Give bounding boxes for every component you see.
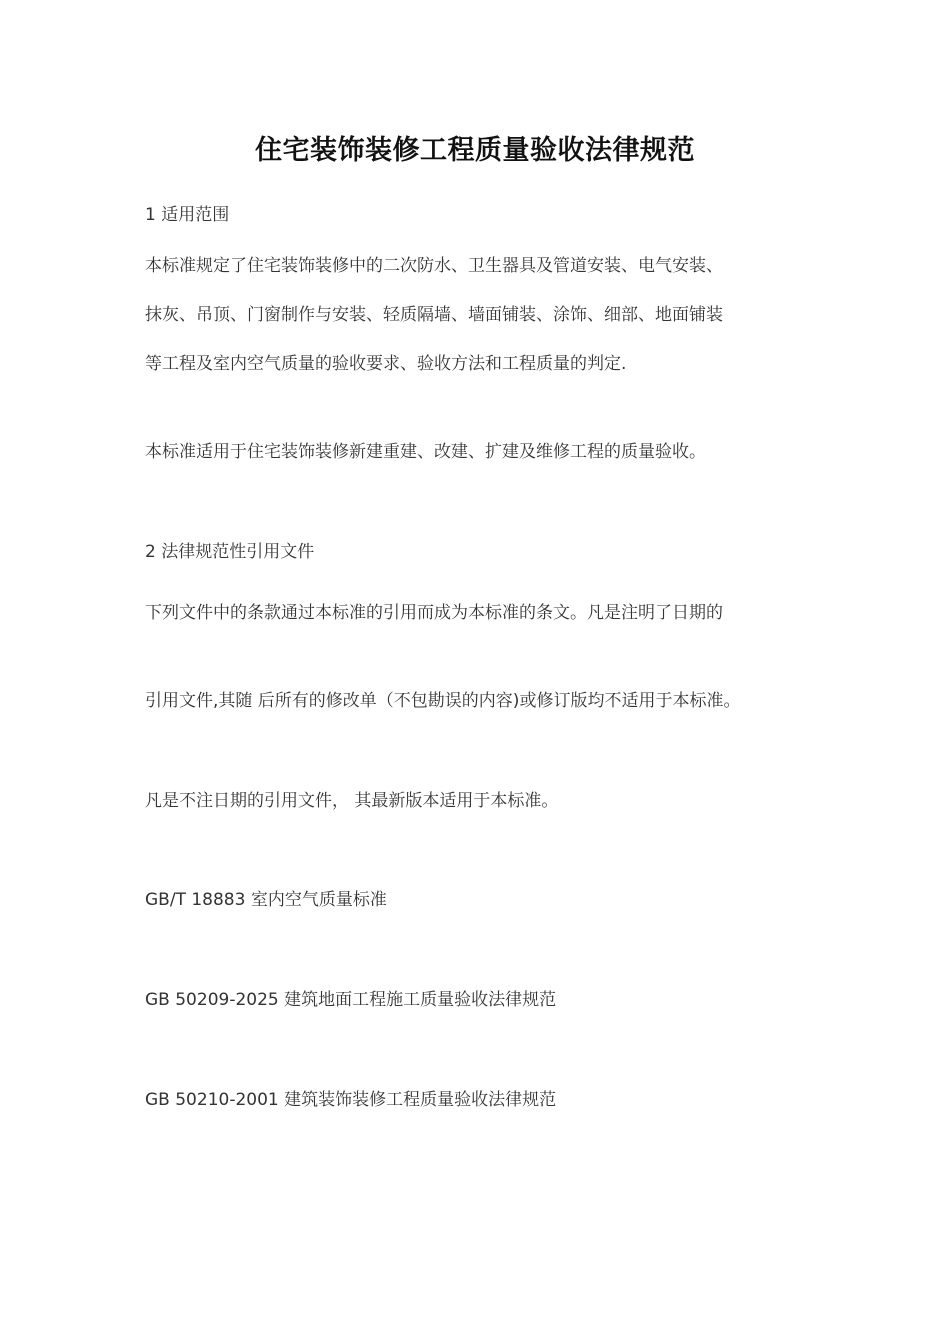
section-1-paragraph-1-line-3: 等工程及室内空气质量的验收要求、验收方法和工程质量的判定.	[145, 354, 627, 374]
section-1-paragraph-1-line-1: 本标准规定了住宅装饰装修中的二次防水、卫生器具及管道安装、电气安装、	[145, 256, 723, 276]
section-2-heading: 2 法律规范性引用文件	[145, 542, 315, 562]
section-2-paragraph-1-line-1: 下列文件中的条款通过本标准的引用而成为本标准的条文。凡是注明了日期的	[145, 603, 723, 623]
section-1-paragraph-2: 本标准适用于住宅装饰装修新建重建、改建、扩建及维修工程的质量验收。	[145, 442, 706, 462]
section-2-paragraph-1-line-2: 引用文件,其随 后所有的修改单（不包勘误的内容)或修订版均不适用于本标准。	[145, 691, 741, 711]
reference-item: GB 50209-2025 建筑地面工程施工质量验收法律规范	[145, 990, 557, 1010]
section-1-paragraph-1-line-2: 抹灰、吊顶、门窗制作与安装、轻质隔墙、墙面铺装、涂饰、细部、地面铺装	[145, 305, 723, 325]
document-title: 住宅装饰装修工程质量验收法律规范	[255, 135, 695, 166]
reference-item: GB 50210-2001 建筑装饰装修工程质量验收法律规范	[145, 1090, 557, 1110]
reference-item: GB/T 18883 室内空气质量标准	[145, 890, 387, 910]
section-1-heading: 1 适用范围	[145, 205, 230, 225]
section-2-paragraph-2: 凡是不注日期的引用文件， 其最新版本适用于本标准。	[145, 791, 559, 811]
